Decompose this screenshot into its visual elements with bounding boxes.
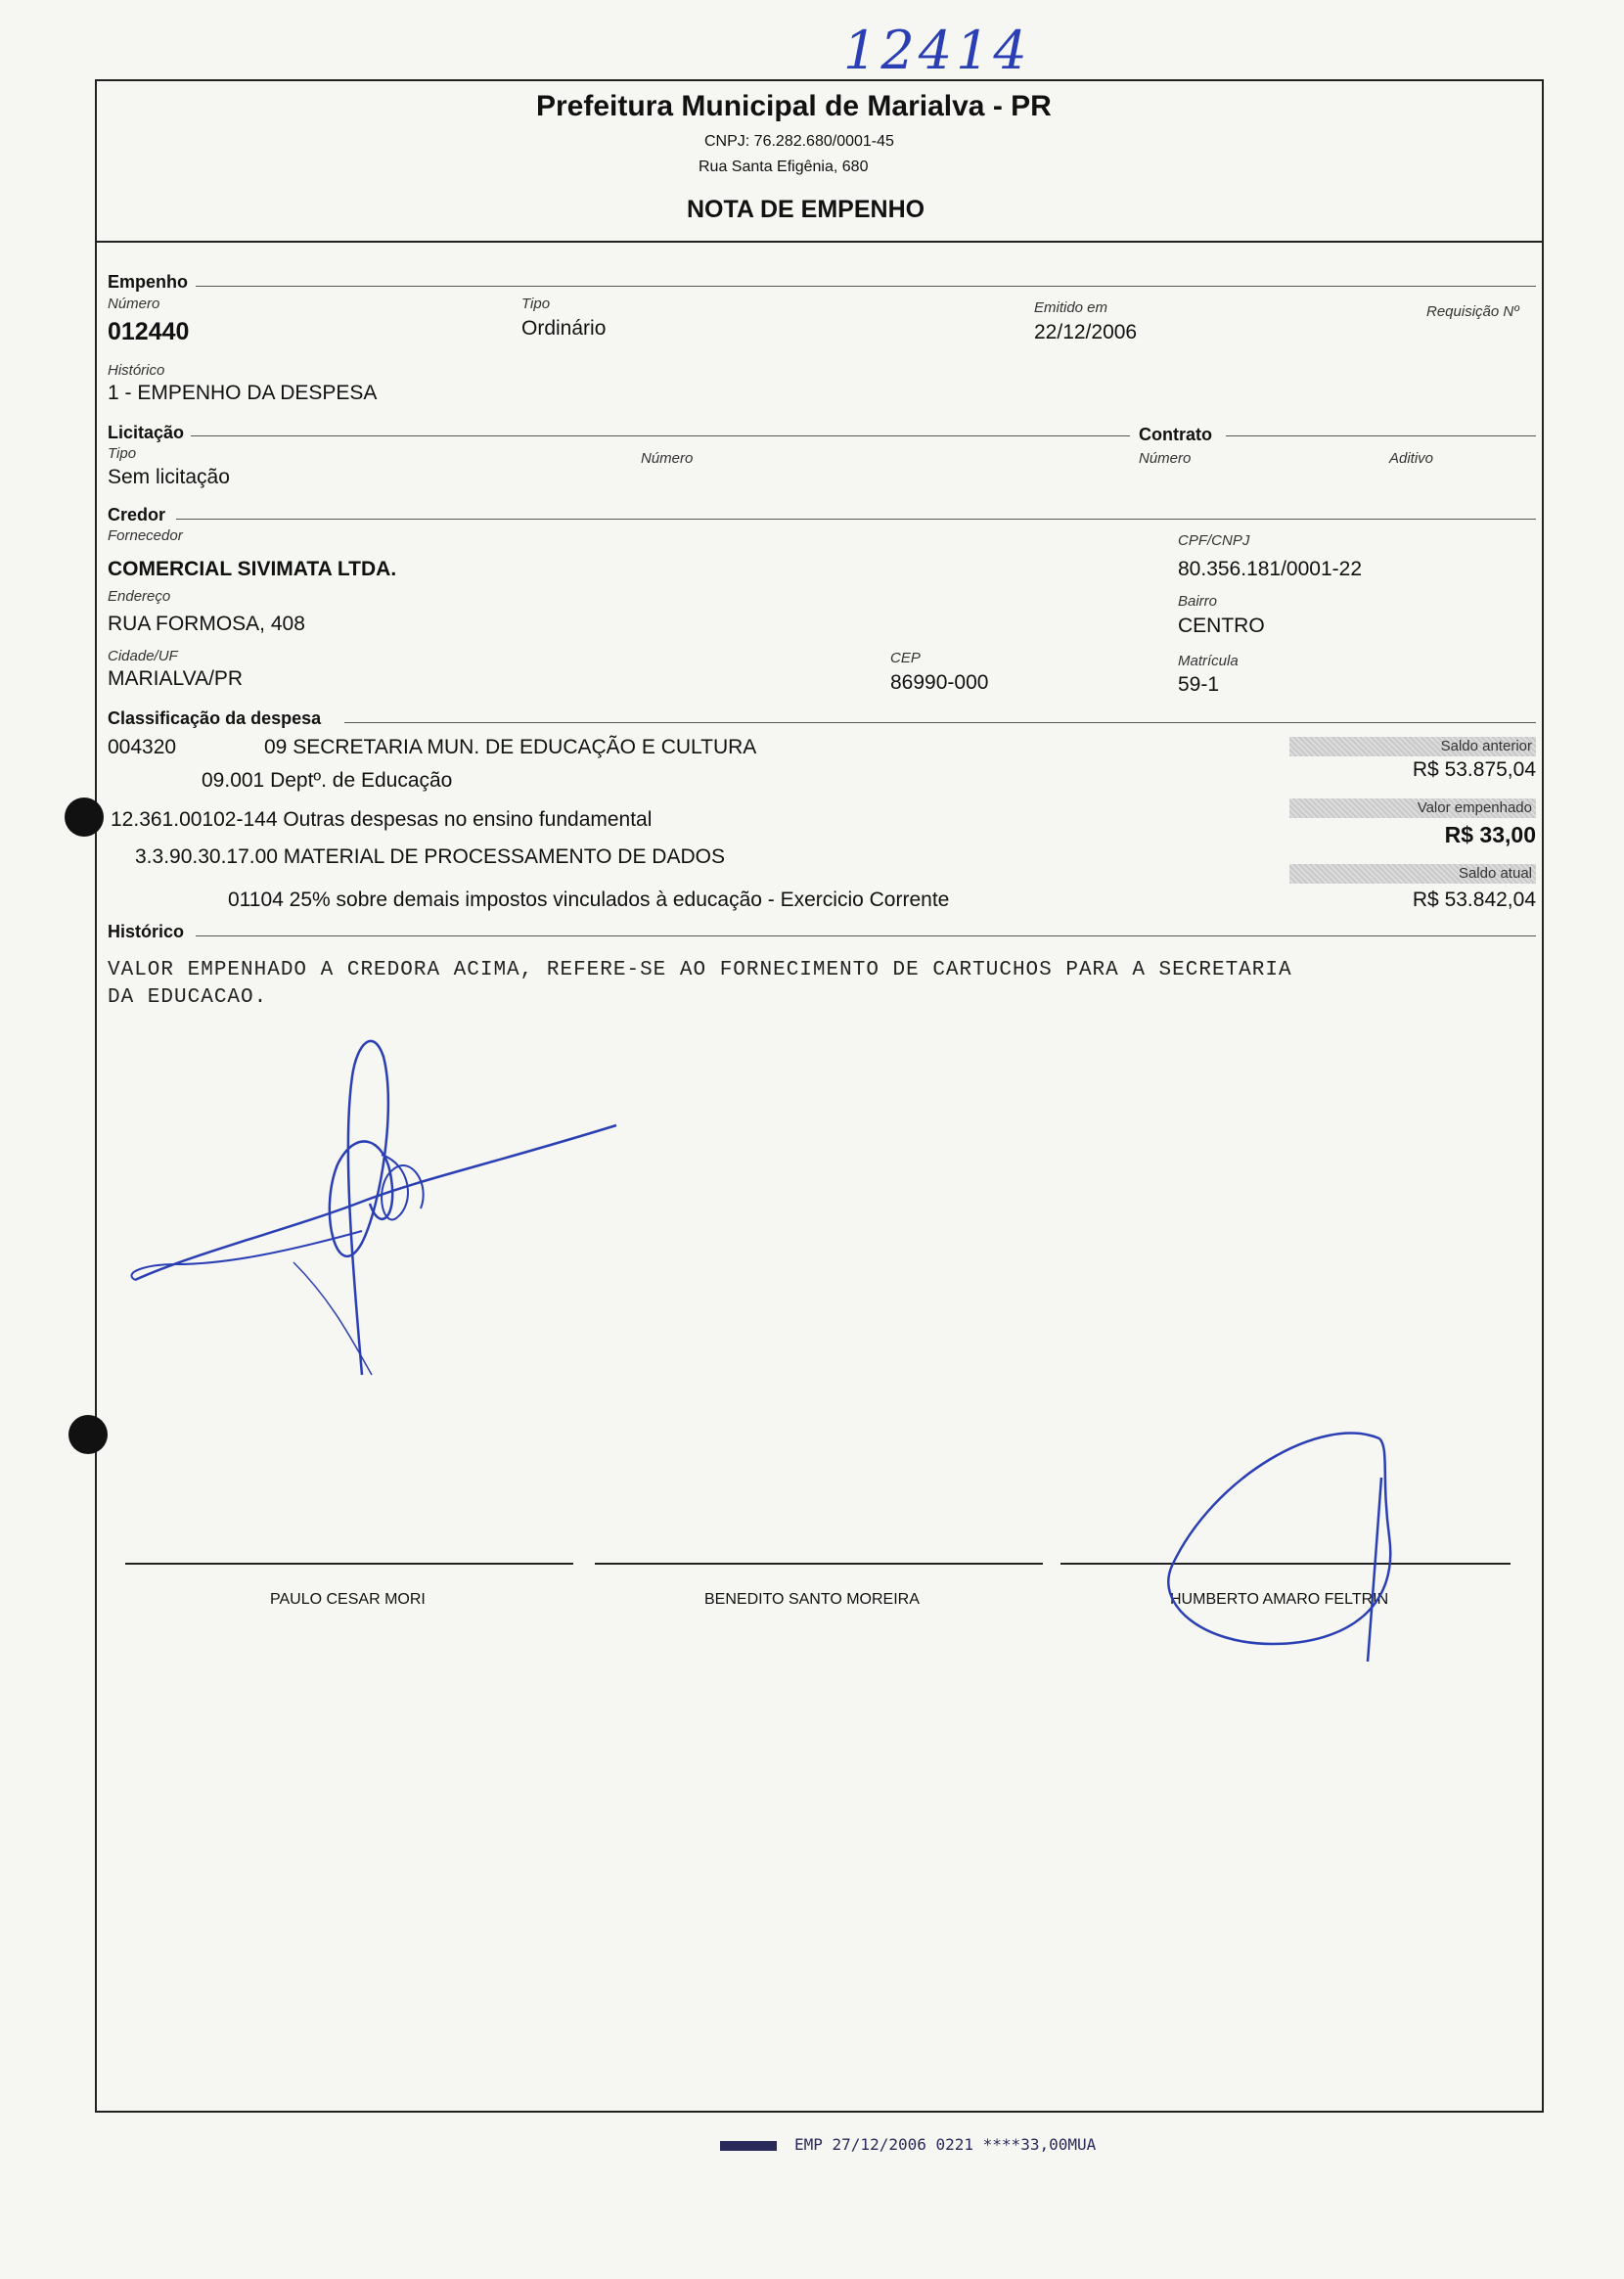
saldo-atual: R$ 53.842,04 xyxy=(1412,889,1536,911)
label-matricula: Matrícula xyxy=(1178,653,1239,669)
saldo-anterior-label: Saldo anterior xyxy=(1440,738,1532,754)
credor-matricula: 59-1 xyxy=(1178,673,1220,696)
header-cnpj: CNPJ: 76.282.680/0001-45 xyxy=(704,133,894,150)
section-licitacao: Licitação xyxy=(108,423,185,442)
footer-stamp xyxy=(720,2135,1096,2154)
credor-endereco: RUA FORMOSA, 408 xyxy=(108,613,305,635)
section-empenho: Empenho xyxy=(108,272,189,292)
credor-bairro: CENTRO xyxy=(1178,615,1265,637)
label-tipo: Tipo xyxy=(521,296,551,312)
credor-fornecedor: COMERCIAL SIVIMATA LTDA. xyxy=(108,558,397,580)
valor-empenhado: R$ 33,00 xyxy=(1444,822,1536,847)
saldo-atual-label-box xyxy=(1289,864,1536,884)
label-fornecedor: Fornecedor xyxy=(108,527,183,544)
section-credor: Credor xyxy=(108,505,166,524)
signature-line xyxy=(595,1563,1043,1565)
credor-cep: 86990-000 xyxy=(890,671,989,694)
historico-line-1: VALOR EMPENHADO A CREDORA ACIMA, REFERE-SE AO FORNECIMENTO DE CARTUCHOS PARA A SECRETARIA xyxy=(108,959,1292,981)
valor-empenhado-label: Valor empenhado xyxy=(1417,799,1532,816)
credor-cidade: MARIALVA/PR xyxy=(108,667,244,690)
label-licitacao-tipo: Tipo xyxy=(108,445,137,462)
classificacao-line-1: 09 SECRETARIA MUN. DE EDUCAÇÃO E CULTURA xyxy=(264,736,757,758)
section-historico: Histórico xyxy=(108,922,185,941)
divider xyxy=(344,722,1536,723)
label-cidade: Cidade/UF xyxy=(108,648,178,664)
section-contrato: Contrato xyxy=(1139,425,1212,444)
binder-hole-bottom xyxy=(68,1415,108,1454)
signature-line xyxy=(125,1563,573,1565)
label-requisicao: Requisição Nº xyxy=(1426,303,1519,320)
empenho-historico: 1 - EMPENHO DA DESPESA xyxy=(108,382,378,404)
classificacao-line-4: 3.3.90.30.17.00 MATERIAL DE PROCESSAMENTO DE DADOS xyxy=(135,845,725,868)
header-address: Rua Santa Efigênia, 680 xyxy=(699,159,869,175)
page-title: Prefeitura Municipal de Marialva - PR xyxy=(536,90,1052,122)
label-historico-empenho: Histórico xyxy=(108,362,165,379)
saldo-anterior: R$ 53.875,04 xyxy=(1412,758,1536,781)
empenho-numero: 012440 xyxy=(108,318,190,345)
saldo-anterior-label-box xyxy=(1289,737,1536,756)
classificacao-code: 004320 xyxy=(108,736,177,758)
label-cpf: CPF/CNPJ xyxy=(1178,532,1250,549)
handwritten-page-number: 12414 xyxy=(843,20,1031,81)
signatory-2: BENEDITO SANTO MOREIRA xyxy=(704,1591,920,1608)
classificacao-line-3: 12.361.00102-144 Outras despesas no ensino fundamental xyxy=(111,808,653,831)
section-classificacao: Classificação da despesa xyxy=(108,708,322,728)
empenho-emitido: 22/12/2006 xyxy=(1034,321,1138,343)
classificacao-line-2: 09.001 Deptº. de Educação xyxy=(202,769,453,792)
divider xyxy=(196,286,1536,287)
divider xyxy=(196,935,1536,936)
historico-line-2: DA EDUCACAO. xyxy=(108,986,268,1009)
divider xyxy=(191,435,1130,436)
label-bairro: Bairro xyxy=(1178,593,1218,610)
binder-hole-top xyxy=(65,798,104,837)
label-numero: Número xyxy=(108,296,160,312)
footer-stamp-text: EMP 27/12/2006 0221 ****33,00MUA xyxy=(794,2135,1097,2154)
label-endereco: Endereço xyxy=(108,588,171,605)
header-divider xyxy=(95,241,1544,243)
footer-stamp-logo xyxy=(720,2141,777,2151)
label-emitido: Emitido em xyxy=(1034,299,1108,316)
document-title: NOTA DE EMPENHO xyxy=(687,196,925,223)
label-contrato-aditivo: Aditivo xyxy=(1389,450,1434,467)
label-contrato-numero: Número xyxy=(1139,450,1192,467)
label-cep: CEP xyxy=(890,650,921,666)
credor-cpf: 80.356.181/0001-22 xyxy=(1178,558,1363,580)
divider xyxy=(1226,435,1536,436)
handwritten-signature-loop xyxy=(1154,1419,1419,1664)
saldo-atual-label: Saldo atual xyxy=(1458,865,1532,882)
signatory-1: PAULO CESAR MORI xyxy=(270,1591,426,1608)
empenho-tipo: Ordinário xyxy=(521,317,607,340)
licitacao-tipo: Sem licitação xyxy=(108,466,230,488)
divider xyxy=(176,519,1536,520)
classificacao-line-5: 01104 25% sobre demais impostos vinculados à educação - Exercicio Corrente xyxy=(228,889,950,911)
label-licitacao-numero: Número xyxy=(641,450,694,467)
signatory-3: HUMBERTO AMARO FELTRIN xyxy=(1170,1591,1389,1608)
valor-empenhado-label-box xyxy=(1289,798,1536,818)
handwritten-signature xyxy=(117,1008,626,1380)
